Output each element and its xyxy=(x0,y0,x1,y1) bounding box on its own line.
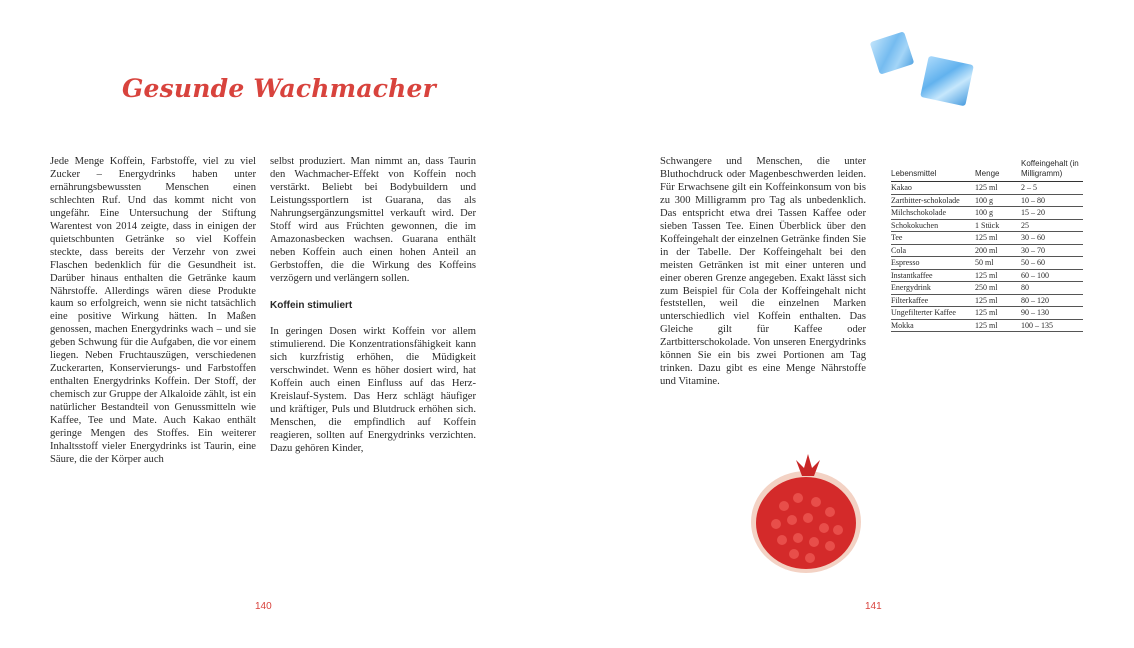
table-cell: Zartbitter-schokolade xyxy=(891,195,960,205)
page-number-right: 141 xyxy=(865,601,882,612)
table-cell: 1 Stück xyxy=(975,220,1000,230)
table-cell: 50 ml xyxy=(975,258,994,267)
table-row xyxy=(891,295,1083,308)
table-row xyxy=(891,220,1083,233)
table-row xyxy=(891,195,1083,208)
table-cell: 10 – 80 xyxy=(1021,195,1045,205)
table-cell: 250 ml xyxy=(975,283,998,292)
table-cell: 125 ml xyxy=(975,295,998,305)
table-cell: 30 – 70 xyxy=(1021,245,1045,255)
table-row xyxy=(891,282,1083,295)
pomegranate-illustration xyxy=(746,446,866,578)
section-subheading: Koffein stimuliert xyxy=(270,299,353,311)
table-cell: Filterkaffee xyxy=(891,295,929,305)
table-cell: 100 – 135 xyxy=(1021,320,1053,330)
table-cell: 125 ml xyxy=(975,320,998,330)
table-header-row xyxy=(891,158,1083,182)
table-cell: 200 ml xyxy=(975,245,998,255)
body-paragraph: Schwangere und Menschen, die unter Bluthochdruck oder Magenbeschwerden leiden. Für Erwachsene gilt ein Koffeinkonsum von bis zu 300 Milligramm pro Tag als unbedenklich. Das entspricht etwa drei Tassen Kaffee oder sieben Tassen Tee. Einen Überblick über den Koffeingehalt der einzelnen Getränke finden Sie in der Tabelle. Der Koffeingehalt bei den meisten Getränken ist mit einer unteren und einer oberen Grenze angegeben. Exakt lässt sich zum Beispiel für Cola der Koffeingehalt nicht feststellen, weil die einzelnen Marken unterschiedlich viel Koffein enthalten. Das Gleiche gilt für Kaffee oder Zartbitterschokolade. Von unseren Energydrinks können Sie ein bis zwei Portionen am Tag trinken. Dazu gibt es eine Menge Nährstoffe und Vitamine. xyxy=(660,156,866,388)
table-cell: 125 ml xyxy=(975,308,998,317)
text-column-2 xyxy=(270,156,476,456)
table-header-cell: Menge xyxy=(975,168,1000,178)
table-body xyxy=(891,182,1083,332)
ice-cube-illustration xyxy=(870,31,915,74)
table-cell: Espresso xyxy=(891,258,920,267)
table-cell: Energydrink xyxy=(891,283,931,292)
table-row xyxy=(891,320,1083,333)
table-cell: Schokokuchen xyxy=(891,220,939,230)
table-cell: 125 ml xyxy=(975,270,998,280)
table-cell: 100 g xyxy=(975,208,993,217)
table-cell: Ungefilterter Kaffee xyxy=(891,308,956,317)
table-cell: 125 ml xyxy=(975,183,998,192)
table-header-cell: Lebensmittel xyxy=(891,168,937,178)
text-column-3 xyxy=(660,156,866,389)
table-cell: 50 – 60 xyxy=(1021,258,1045,267)
table-cell: 90 – 130 xyxy=(1021,308,1049,317)
table-row xyxy=(891,307,1083,320)
table-cell: 15 – 20 xyxy=(1021,208,1045,217)
caffeine-table xyxy=(891,158,1083,332)
page-title: Gesunde Wachmacher xyxy=(122,74,437,103)
table-row xyxy=(891,207,1083,220)
table-row xyxy=(891,245,1083,258)
table-cell: 25 xyxy=(1021,220,1029,230)
body-paragraph: Jede Menge Koffein, Farbstoffe, viel zu viel Zucker – Energydrinks haben unter ernährungsbewussten Menschen einen schlechten Ruf. Und das kommt nicht von ungefähr. Eine Untersuchung der Stiftung Warentest von 2014 zeigte, dass in einigen der quietschbunten Getränke so viel Koffein steckte, dass bereits der Verzehr von zwei Flaschen bedenklich für die Gesundheit ist. Darüber hinaus enthalten die Getränke kaum Nährstoffe. Allerdings wären diese Produkte kaum so erfolgreich, wenn sie nicht tatsächlich eine positive Wirkung hätten. In Maßen genossen, machen Energydrinks wach – und sie geben Schwung für die Aufgaben, die vor einem liegen. Neben Fruchtauszügen, verschiedenen Zuckerarten, Konservierungs- und Farbstoffen enthalten Energydrinks Koffein. Der Stoff, der chemisch zur Gruppe der Alkaloide zählt, ist ein natürlicher Bestandteil von Genussmitteln wie Kaffee, Tee und Mate. Auch Kakao enthält geringe Mengen des Stoffes. Ein weiterer Inhaltsstoff vieler Energydrinks ist Taurin, eine Säure, die der Körper auch xyxy=(50,156,256,465)
table-cell: 100 g xyxy=(975,195,993,205)
table-cell: Mokka xyxy=(891,320,914,330)
table-cell: Cola xyxy=(891,245,907,255)
table-cell: 30 – 60 xyxy=(1021,233,1045,242)
ice-cube-illustration xyxy=(920,56,974,107)
table-row xyxy=(891,182,1083,195)
table-cell: 80 xyxy=(1021,283,1029,292)
table-cell: Milchschokolade xyxy=(891,208,947,217)
table-cell: Kakao xyxy=(891,183,912,192)
text-column-1 xyxy=(50,156,256,467)
table-cell: 2 – 5 xyxy=(1021,183,1037,192)
body-paragraph: selbst produziert. Man nimmt an, dass Taurin den Wachmacher-Effekt von Koffein noch verstärkt. Beliebt bei Bodybuildern und Leistungssportlern ist Guarana, das als Nahrungsergänzungsmittel verkauft wird. Der Stoff wird aus Früchten gewonnen, die im Amazonasbecken wachsen. Guarana enthält neben Koffein auch einen hohen Anteil an Gerbstoffen, die die Wirkung des Koffeins verzögern und verlängern sollen. xyxy=(270,156,476,284)
table-row xyxy=(891,270,1083,283)
table-cell: 80 – 120 xyxy=(1021,295,1049,305)
table-header-cell: Koffeingehalt (in Milligramm) xyxy=(1021,159,1079,178)
table-row xyxy=(891,257,1083,270)
page-number-left: 140 xyxy=(255,601,272,612)
table-cell: 125 ml xyxy=(975,233,998,242)
table-cell: Instantkaffee xyxy=(891,270,933,280)
table-cell: 60 – 100 xyxy=(1021,270,1049,280)
body-paragraph: In geringen Dosen wirkt Koffein vor allem stimulierend. Die Konzentrationsfähigkeit kann sich kurzfristig erhöhen, die Müdigkeit verschwindet. Wenn es höher dosiert wird, hat Koffein auch einen Einfluss auf das Herz-Kreislauf-System. Das Herz schlägt häufiger und kräftiger, Puls und Blutdruck erhöhen sich. Menschen, die empfindlich auf Koffein reagieren, sollten auf Energydrinks verzichten. Dazu gehören Kinder, xyxy=(270,326,476,455)
table-row xyxy=(891,232,1083,245)
table-cell: Tee xyxy=(891,233,903,242)
